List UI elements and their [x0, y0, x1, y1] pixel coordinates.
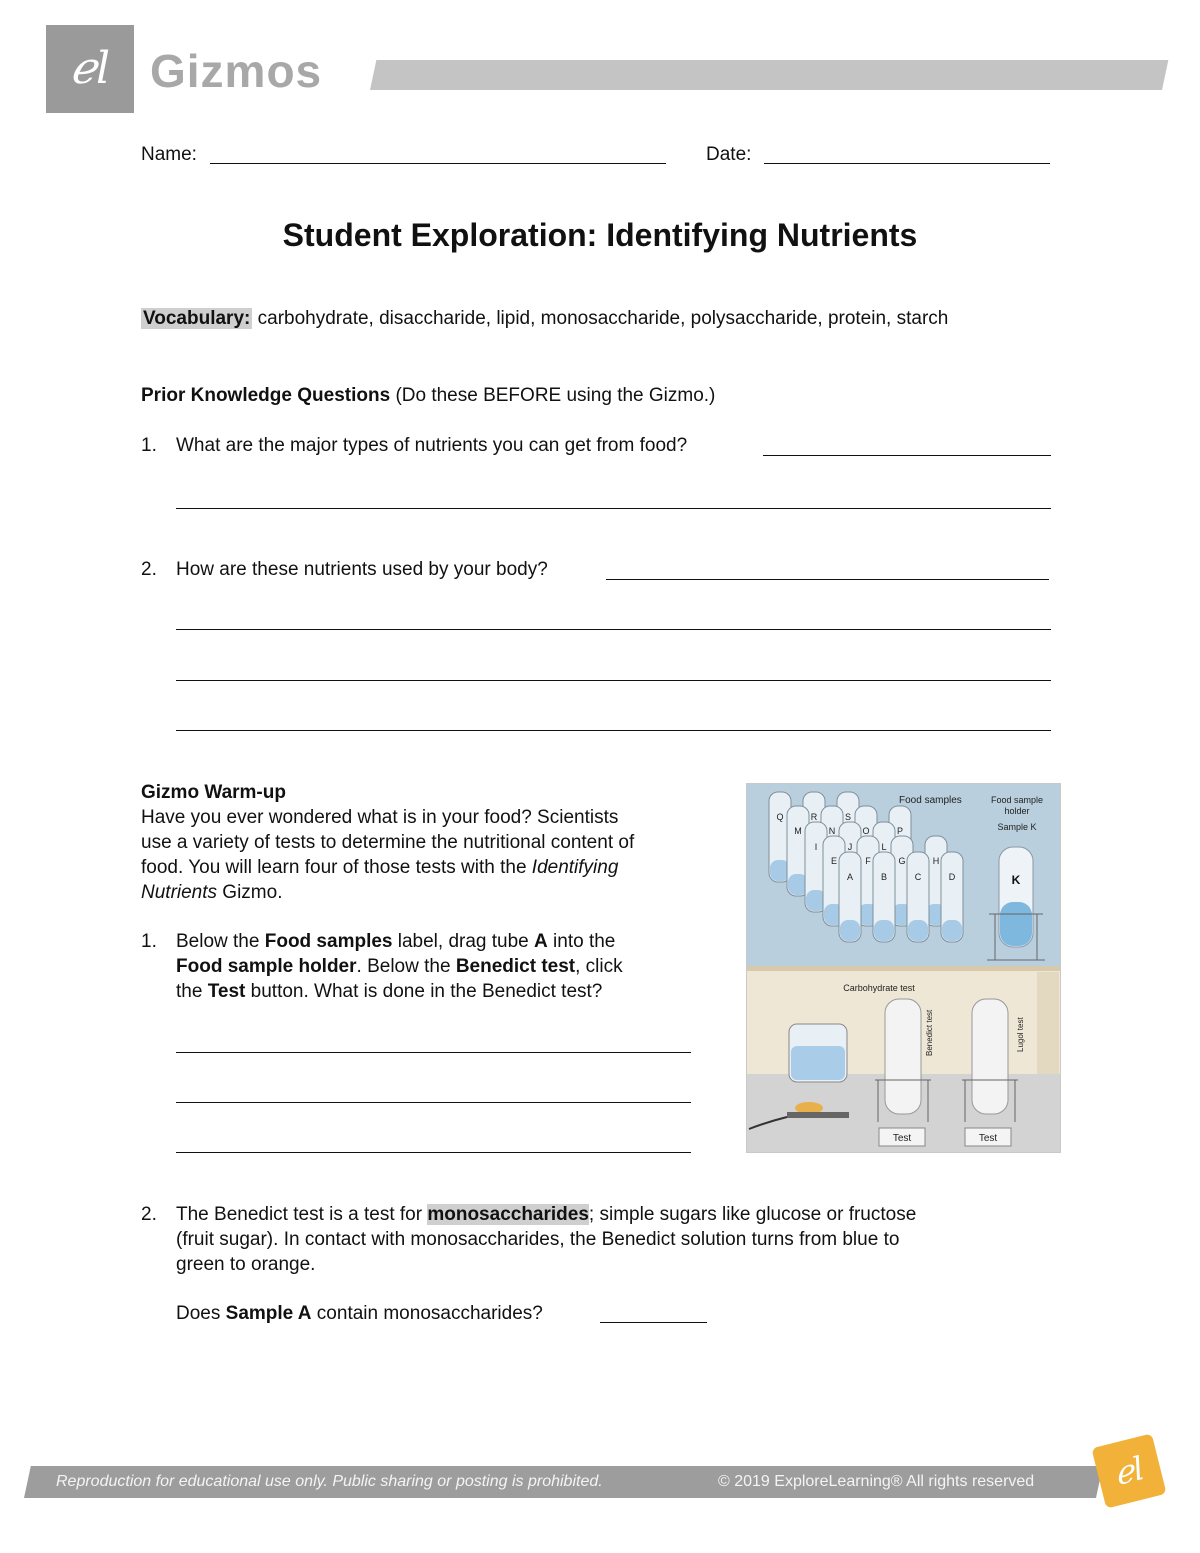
prior-knowledge-note: (Do these BEFORE using the Gizmo.) — [395, 385, 716, 406]
answer-line[interactable] — [176, 680, 1051, 681]
tube-letter: Q — [776, 812, 784, 822]
text: , click — [575, 956, 623, 977]
answer-line[interactable] — [763, 455, 1051, 456]
text: The Benedict test is a test for — [176, 1204, 428, 1225]
tube-letter: C — [914, 872, 922, 882]
question-text: How are these nutrients used by your body? — [176, 559, 548, 580]
text: button. What is done in the Benedict test? — [245, 981, 603, 1002]
date-field[interactable] — [764, 163, 1050, 164]
warmup-intro-text: food. You will learn four of those tests with the — [141, 857, 532, 878]
warmup-q1-line — [176, 931, 615, 953]
question-text: What are the major types of nutrients you can get from food? — [176, 435, 688, 456]
question-number: 1. — [141, 931, 157, 952]
explorelearning-footer-logo — [1091, 1433, 1166, 1508]
answer-line[interactable] — [176, 1102, 691, 1103]
bold-text: Food samples — [264, 931, 393, 952]
explorelearning-logo — [46, 25, 134, 113]
benedict-test-label: Benedict test — [925, 1009, 934, 1056]
tube-letter: H — [932, 856, 940, 866]
tube-letter: N — [828, 826, 836, 836]
answer-line[interactable] — [176, 1052, 691, 1053]
bold-text: Test — [207, 981, 246, 1002]
question-number: 1. — [141, 435, 157, 456]
answer-line[interactable] — [606, 579, 1049, 580]
name-label: Name: — [141, 144, 197, 165]
food-samples-label: Food samples — [899, 795, 962, 806]
footer-logo-glyph: ℯl — [1110, 1449, 1148, 1493]
page-title: Student Exploration: Identifying Nutrients — [282, 217, 918, 253]
tube-letter: I — [814, 842, 818, 852]
warmup-intro-italic: Nutrients — [141, 882, 218, 903]
prior-knowledge-heading: Prior Knowledge Questions — [141, 385, 391, 406]
tube-letter: B — [880, 872, 888, 882]
tube-letter: A — [846, 872, 854, 882]
brand-title: Gizmos — [150, 45, 323, 97]
answer-line[interactable] — [176, 730, 1051, 731]
holder-tube-letter: K — [1011, 873, 1021, 887]
warmup-intro — [141, 857, 618, 879]
answer-line[interactable] — [600, 1322, 707, 1323]
text: Does — [176, 1303, 226, 1324]
bold-text: Food sample holder — [176, 956, 357, 977]
tube-letter: S — [844, 812, 852, 822]
warmup-q2-line: green to orange. — [176, 1254, 316, 1275]
answer-line[interactable] — [176, 508, 1051, 509]
tube-letter: G — [898, 856, 906, 866]
holder-label: Sample K — [997, 822, 1037, 832]
holder-label: holder — [1004, 806, 1030, 816]
tube-liquid — [908, 920, 928, 941]
text: into the — [547, 931, 616, 952]
warmup-q1-line — [176, 981, 602, 1003]
tube-liquid — [874, 920, 894, 941]
tube-letter: P — [896, 826, 904, 836]
warmup-intro: use a variety of tests to determine the nutritional content of — [141, 832, 635, 853]
footer-disclaimer: Reproduction for educational use only. Public sharing or posting is prohibited. — [56, 1473, 603, 1490]
highlighted-term: monosaccharides — [427, 1204, 589, 1225]
holder-label: Food sample — [990, 795, 1044, 805]
warmup-intro-italic: Identifying — [531, 857, 619, 878]
text: contain monosaccharides? — [311, 1303, 543, 1324]
warmup-q2-line: (fruit sugar). In contact with monosaccharides, the Benedict solution turns from blue to — [176, 1229, 900, 1250]
warmup-intro — [141, 882, 282, 904]
bold-text: Benedict test — [455, 956, 576, 977]
test-button-label: Test — [892, 1133, 912, 1144]
tube-liquid — [840, 920, 860, 941]
prior-knowledge-heading-line — [141, 385, 715, 407]
warmup-intro: Have you ever wondered what is in your food? Scientists — [141, 807, 619, 828]
answer-line[interactable] — [176, 1152, 691, 1153]
gizmo-illustration — [747, 784, 1060, 1152]
text: Below the — [176, 931, 265, 952]
warmup-q2-ask — [176, 1303, 543, 1325]
answer-line[interactable] — [176, 629, 1051, 630]
tube-letter: E — [830, 856, 838, 866]
test-button[interactable] — [965, 1128, 1011, 1146]
tube-letter: M — [794, 826, 802, 836]
text: label, drag tube — [392, 931, 535, 952]
warmup-q2-line — [176, 1204, 916, 1226]
footer-copyright: © 2019 ExploreLearning® All rights reserved — [718, 1473, 1035, 1490]
header-bar — [370, 60, 1168, 90]
bold-text: Sample A — [225, 1303, 312, 1324]
date-label: Date: — [706, 144, 752, 165]
text: ; simple sugars like glucose or fructose — [588, 1204, 917, 1225]
gizmo-screenshot — [746, 783, 1061, 1153]
warmup-q1-line — [176, 956, 623, 978]
lugol-test-label: Lugol test — [1016, 1017, 1025, 1052]
tube-letter: D — [948, 872, 956, 882]
name-field[interactable] — [210, 163, 666, 164]
text: . Below the — [356, 956, 456, 977]
vocabulary-label: Vocabulary: — [143, 308, 251, 329]
tube-letter: O — [862, 826, 870, 836]
test-button-label: Test — [978, 1133, 998, 1144]
logo-glyph: ℯl — [69, 43, 111, 94]
question-number: 2. — [141, 1204, 157, 1225]
tube-liquid — [942, 920, 962, 941]
tube-letter: R — [810, 812, 818, 822]
warmup-heading: Gizmo Warm-up — [141, 782, 286, 803]
carbohydrate-test-label: Carbohydrate test — [843, 983, 915, 993]
vocabulary-line — [141, 308, 948, 330]
tube-letter: J — [847, 842, 853, 852]
text: the — [176, 981, 208, 1002]
question-number: 2. — [141, 559, 157, 580]
tube-letter: L — [881, 842, 887, 852]
bold-text: A — [534, 931, 548, 952]
warmup-intro-text: Gizmo. — [217, 882, 283, 903]
vocabulary-terms: carbohydrate, disaccharide, lipid, monosaccharide, polysaccharide, protein, starch — [257, 308, 949, 329]
test-button[interactable] — [879, 1128, 925, 1146]
tube-letter: F — [865, 856, 871, 866]
